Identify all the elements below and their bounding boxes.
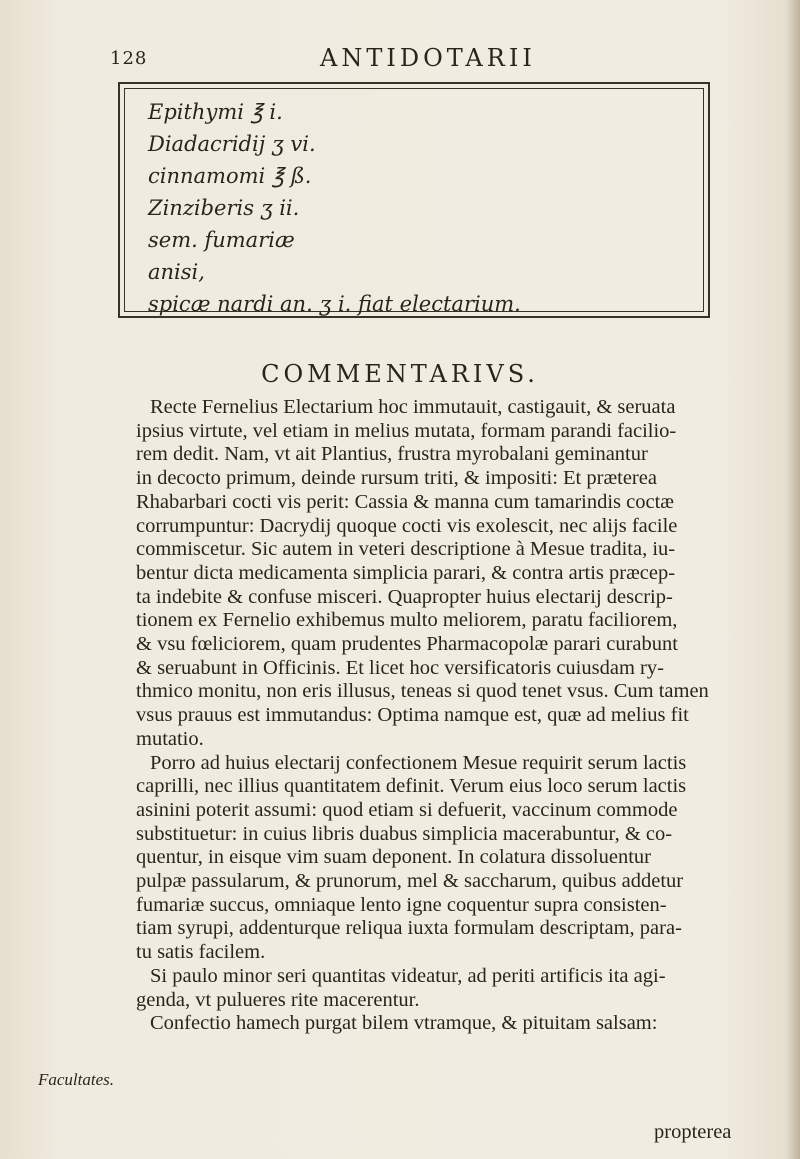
text-line: tionem ex Fernelio exhibemus multo meliorem, paratu faciliorem,: [136, 609, 678, 632]
text-line: mutatio.: [136, 727, 204, 750]
text-line: & vsu fœliciorem, quam prudentes Pharmacopolæ parari curabunt: [136, 633, 678, 656]
text-line: vsus prauus est immutandus: Optima namque est, quæ ad melius fit: [136, 704, 689, 727]
text-line: bentur dicta medicamenta simplicia parari, & contra artis præcep-: [136, 561, 676, 584]
text-line: corrumpuntur: Dacrydij quoque cocti vis exolescit, nec alijs facile: [136, 514, 678, 537]
page-edge-shadow: [786, 0, 800, 1159]
text-line: Confectio hamech purgat bilem vtramque, & pituitam salsam:: [150, 1012, 658, 1035]
text-line: fumariæ succus, omniaque lento igne coquentur supra consisten-: [136, 893, 667, 916]
text-line: Rhabarbari cocti vis perit: Cassia & manna cum tamarindis coctæ: [136, 490, 674, 513]
text-line: Si paulo minor seri quantitas videatur, ad periti artificis ita agi-: [150, 964, 666, 987]
text-line: tiam syrupi, addenturque reliqua iuxta formulam descriptam, para-: [136, 917, 682, 940]
margin-note: Facultates.: [38, 1070, 115, 1089]
text-line: ta indebite & confuse misceri. Quapropter huius electarij descrip-: [136, 585, 673, 608]
text-line: Recte Fernelius Electarium hoc immutauit, castigauit, & seruata: [150, 396, 676, 418]
catchword: propterea: [654, 1121, 732, 1143]
section-title: COMMENTARIVS.: [261, 360, 539, 388]
text-line: caprilli, nec illius quantitatem definit. Verum eius loco serum lactis: [136, 775, 687, 798]
recipe-line: sem. fumariæ: [148, 228, 295, 252]
text-line: in decocto primum, deinde rursum triti, & impositi: Et prætereа: [136, 467, 657, 490]
text-line: genda, vt puluеres rite macerentur.: [136, 988, 420, 1011]
text-line: & seruabunt in Officinis. Et licet hoc versificatoris cuiusdam ry-: [136, 656, 664, 679]
recipe-line: spicæ nardi an. ʒ i. fiat electarium.: [148, 292, 521, 316]
text-line: commiscetur. Sic autem in veteri descriptione à Mesue tradita, iu-: [136, 538, 676, 561]
recipe-line: Zinziberis ʒ ii.: [148, 196, 300, 220]
text-line: substituetur: in cuius libris duabus simplicia macerabuntur, & co-: [136, 822, 673, 845]
body-text: [136, 396, 776, 1036]
recipe-line: cinnamomi ℥ ß.: [148, 164, 312, 188]
page-number: 128: [110, 48, 148, 69]
text-line: tu satis facilem.: [136, 941, 266, 964]
recipe-line: anisi,: [148, 260, 205, 284]
running-head: ANTIDOTARII: [320, 44, 536, 72]
text-line: ipsius virtute, vel etiam in melius mutata, formam parandi facilio-: [136, 419, 677, 442]
text-line: pulpæ passularum, & prunorum, mel & saccharum, quibus addetur: [136, 870, 684, 893]
text-line: rem dedit. Nam, vt ait Plantius, frustra myrobalani geminantur: [136, 443, 648, 466]
recipe-line: Epithymi ℥ i.: [148, 100, 283, 124]
recipe-line: Diadacridij ʒ vi.: [148, 132, 316, 156]
text-line: Porro ad huius electarij confectionem Mesue requirit serum lactis: [150, 751, 687, 774]
text-line: thmico monitu, non eris illusus, teneas si quod tenet vsus. Cum tamen: [136, 680, 709, 703]
text-line: quentur, in eisque vim suam deponent. In colatura dissoluentur: [136, 846, 651, 869]
recipe-box: [118, 82, 710, 318]
page-header: [110, 40, 760, 80]
recipe-lines: [148, 96, 521, 320]
text-line: asinini poterit assumi: quod etiam si defuerit, vaccinum commode: [136, 798, 678, 821]
